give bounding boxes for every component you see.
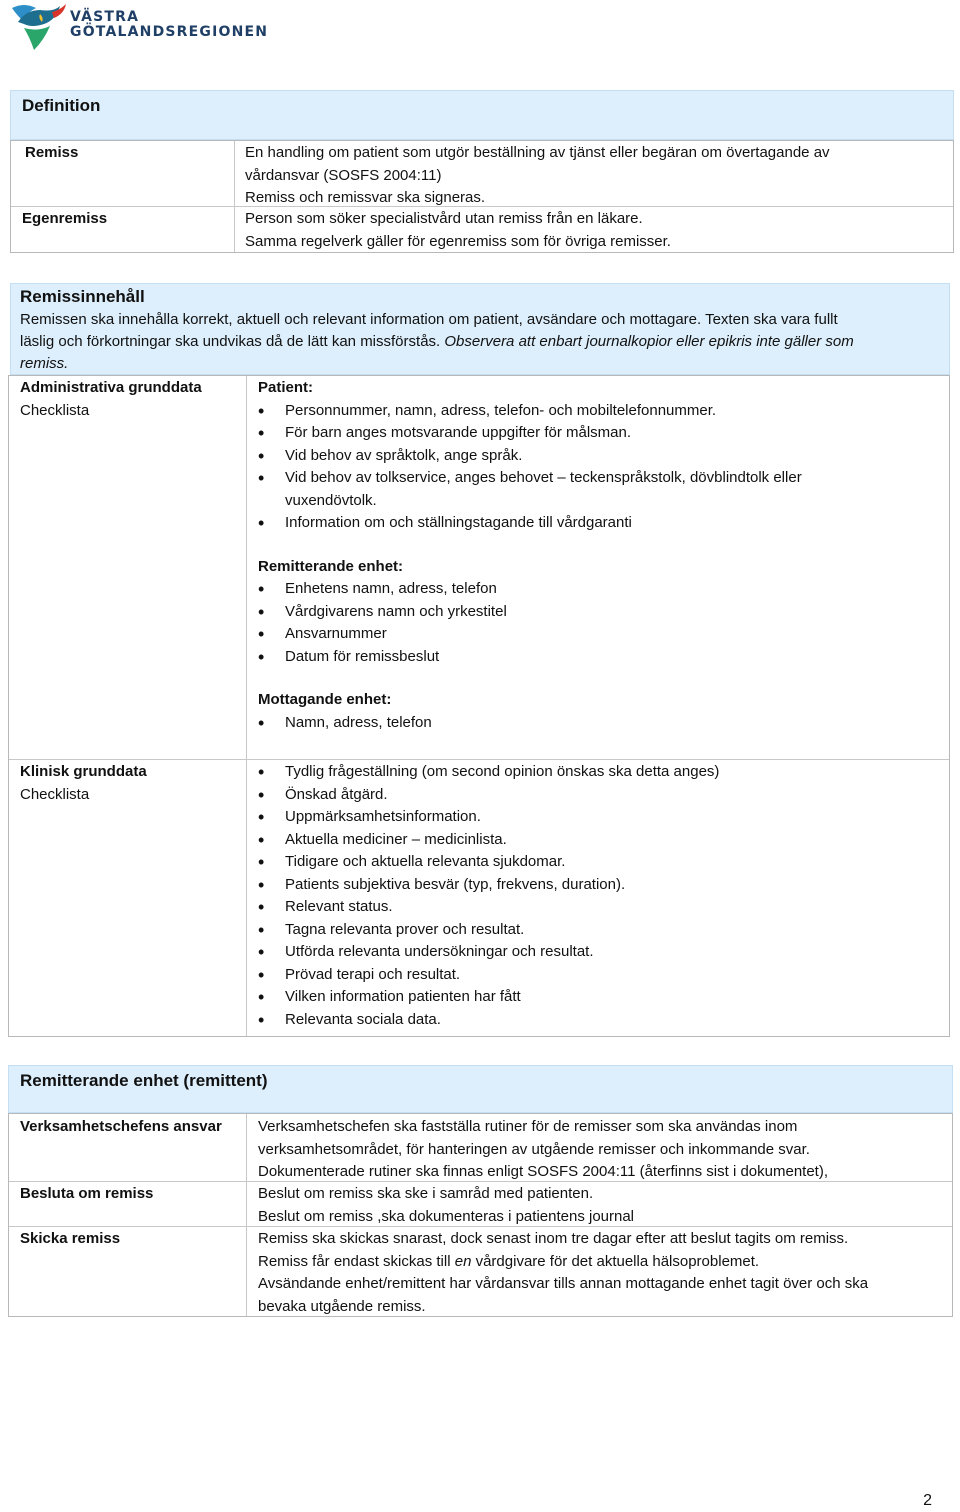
- admin-sublabel: Checklista: [20, 401, 90, 419]
- remissinnehall-intro-line2: läslig och förkortningar ska undvikas då de lätt kan missförstås. Observera att enbart journalkopior eller epikris inte gäller som: [20, 333, 854, 350]
- list-item: • Enhetens namn, adress, telefon: [258, 578, 918, 601]
- definition-text-remiss: En handling om patient som utgör beställning av tjänst eller begäran om övertagande av vårdansvar (SOSFS 2004:11) Remiss och remissvar ska signeras.: [245, 144, 830, 206]
- klinisk-content-cell: [258, 761, 918, 1031]
- patient-heading: Patient:: [258, 379, 314, 396]
- list-item: • Tydlig frågeställning (om second opinion önskas ska detta anges): [258, 761, 918, 784]
- patient-list: [258, 400, 918, 535]
- admin-label: Administrativa grunddata: [20, 379, 202, 396]
- logo-mark-icon: [10, 2, 68, 54]
- admin-label-cell: [20, 377, 202, 422]
- list-item: • Utförda relevanta undersökningar och resultat.: [258, 941, 918, 964]
- list-item: • Tidigare och aktuella relevanta sjukdomar.: [258, 851, 918, 874]
- remittent-term-skicka: Skicka remiss: [20, 1230, 121, 1247]
- klinisk-label: Klinisk grunddata: [20, 763, 147, 780]
- remittent-text-skicka: Remiss ska skickas snarast, dock senast inom tre dagar efter att beslut tagits om remiss. Remiss får endast skickas till en vårdgivare för det aktuella hälsoproblemet. Avsändande enhet/remittent har vårdansvar tills annan mottagande enhet tagit över och ska bevaka utgående remiss.: [258, 1230, 869, 1315]
- remittent-table: [8, 1113, 953, 1317]
- remittent-text-besluta: Beslut om remiss ska ske i samråd med patienten. Beslut om remiss ,ska dokumenteras i patientens journal: [258, 1185, 635, 1225]
- remittent-title: Remitterande enhet (remittent): [20, 1071, 268, 1090]
- list-item: • Uppmärksamhetsinformation.: [258, 806, 918, 829]
- definition-table: [10, 140, 954, 253]
- list-item: • Information om och ställningstagande till vårdgaranti: [258, 512, 918, 535]
- mottagande-list: [258, 712, 918, 735]
- remittent-term-besluta: Besluta om remiss: [20, 1185, 154, 1202]
- list-item: • Vid behov av tolkservice, anges behovet – teckenspråkstolk, dövblindtolk eller vuxendövtolk.: [258, 467, 878, 512]
- mottagande-heading: Mottagande enhet:: [258, 691, 392, 708]
- list-item: • Vilken information patienten har fått: [258, 986, 918, 1009]
- remittent-header: [8, 1065, 953, 1113]
- organization-name: VÄSTRA GÖTALANDSREGIONEN: [70, 9, 269, 40]
- definition-header: [10, 90, 954, 140]
- list-item: • Relevanta sociala data.: [258, 1009, 918, 1032]
- list-item: • Datum för remissbeslut: [258, 646, 918, 669]
- remittent-text-verksamhetschef: Verksamhetschefen ska fastställa rutiner för de remisser som ska användas inom verksamhetsområdet, för hanteringen av utgående remisser och inkommande svar. Dokumenterade rutiner ska finnas enligt SOSFS 2004:11 (återfinns sist i dokumentet),: [258, 1118, 829, 1180]
- list-item: • Tagna relevanta prover och resultat.: [258, 919, 918, 942]
- list-item: • Personnummer, namn, adress, telefon- och mobiltelefonnummer.: [258, 400, 918, 423]
- remitterande-list: [258, 578, 918, 668]
- remittent-term-verksamhetschef: Verksamhetschefens ansvar: [20, 1118, 222, 1135]
- list-item: • Önskad åtgärd.: [258, 784, 918, 807]
- klinisk-label-cell: [20, 761, 147, 806]
- list-item: • Prövad terapi och resultat.: [258, 964, 918, 987]
- remissinnehall-header: [10, 283, 950, 375]
- klinisk-list: [258, 761, 918, 1031]
- list-item: • Patients subjektiva besvär (typ, frekvens, duration).: [258, 874, 918, 897]
- admin-content-cell: [258, 377, 918, 734]
- remissinnehall-title: Remissinnehåll: [20, 287, 145, 306]
- list-item: • För barn anges motsvarande uppgifter för målsman.: [258, 422, 918, 445]
- page-number: 2: [923, 1492, 932, 1509]
- list-item: • Aktuella mediciner – medicinlista.: [258, 829, 918, 852]
- remissinnehall-table: [8, 375, 950, 1037]
- definition-title: Definition: [22, 96, 101, 115]
- list-item: • Vid behov av språktolk, ange språk.: [258, 445, 918, 468]
- klinisk-sublabel: Checklista: [20, 785, 90, 803]
- definition-text-egenremiss: Person som söker specialistvård utan remiss från en läkare. Samma regelverk gäller för egenremiss som för övriga remisser.: [245, 210, 671, 250]
- list-item: • Vårdgivarens namn och yrkestitel: [258, 601, 918, 624]
- definition-term-egenremiss: Egenremiss: [22, 210, 108, 227]
- list-item: • Ansvarnummer: [258, 623, 918, 646]
- list-item: • Namn, adress, telefon: [258, 712, 918, 735]
- remitterande-heading: Remitterande enhet:: [258, 557, 404, 575]
- organization-logo: [10, 2, 270, 54]
- list-item: • Relevant status.: [258, 896, 918, 919]
- remissinnehall-intro-line3: remiss.: [20, 354, 69, 372]
- remissinnehall-intro-line1: Remissen ska innehålla korrekt, aktuell och relevant information om patient, avsändare och mottagare. Texten ska vara fullt: [20, 310, 838, 328]
- definition-term-remiss: Remiss: [25, 144, 79, 161]
